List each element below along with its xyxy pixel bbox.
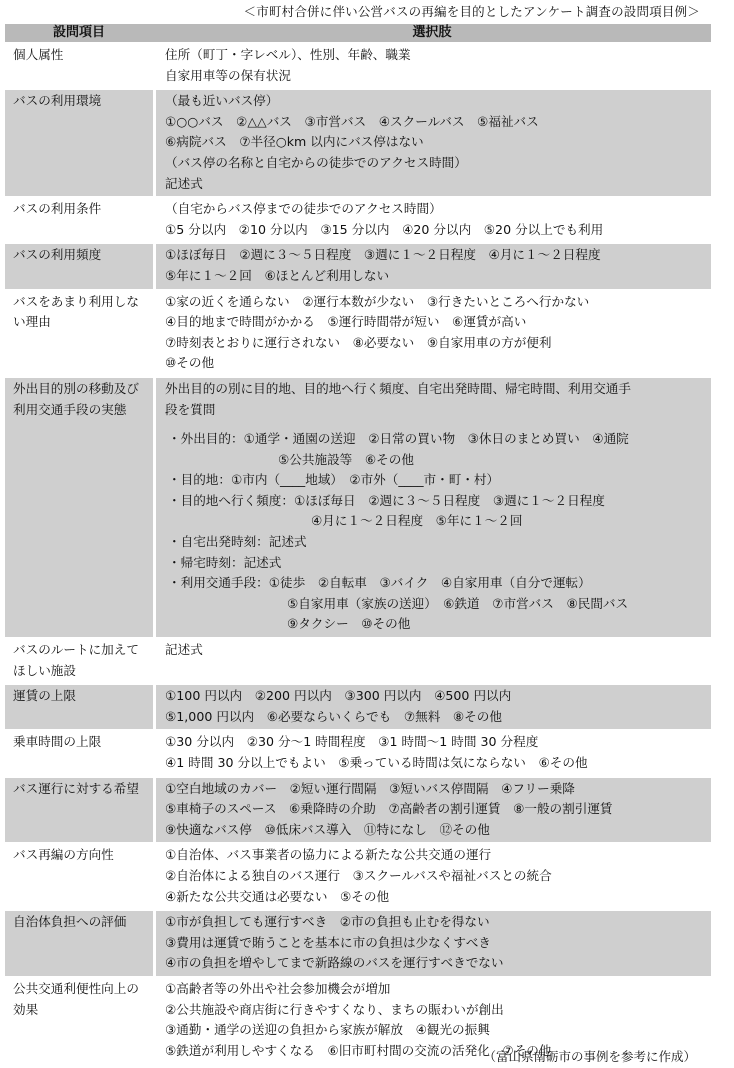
option-line: ①高齢者等の外出や社会参加機会が増加 [165,980,391,996]
option-line: 外出目的の別に目的地、目的地へ行く頻度、自宅出発時間、帰宅時間、利用交通手 [165,380,631,396]
option-line: ⑨快適なバス停 ⑩低床バス導入 ⑪特になし ⑫その他 [165,821,490,837]
item-cell: バスのルートに加えてほしい施設 [5,639,153,683]
item-cell: 公共交通利便性向上の効果 [5,978,153,1063]
table-row [5,244,711,288]
option-line: （バス停の名称と自宅からの徒歩でのアクセス時間） [165,154,467,170]
table-row [5,291,711,376]
options-cell [153,291,711,376]
sub-option-line: ⑨タクシー ⑩その他 [287,616,411,632]
item-cell: バスの利用頻度 [5,244,153,288]
item-cell: バス運行に対する希望 [5,778,153,843]
option-line: ①ほぼ毎日 ②週に３～５日程度 ③週に１～２日程度 ④月に１～２日程度 [165,247,601,263]
item-cell: バスの利用環境 [5,90,153,196]
sub-option-line: ・利用交通手段：①徒歩 ②自転車 ③バイク ④自家用車（自分で運転） [168,575,591,591]
option-line: ①100 円以内 ②200 円以内 ③300 円以内 ④500 円以内 [165,688,512,704]
option-line: ①家の近くを通らない ②運行本数が少ない ③行きたいところへ行かない [165,293,590,309]
item-cell: 乗車時間の上限 [5,731,153,775]
table-caption: ＜市町村合併に伴い公営バスの再編を目的としたアンケート調査の設問項目例＞ [243,4,700,19]
option-line: ④目的地まで時間がかかる ⑤運行時間帯が短い ⑥運賃が高い [165,314,527,330]
option-line: ⑤車椅子のスペース ⑥乗降時の介助 ⑦高齢者の割引運賃 ⑧一般の割引運賃 [165,801,613,817]
option-line: ⑤年に１～２回 ⑥ほとんど利用しない [165,267,390,283]
table-row [5,844,711,909]
option-line: ②公共施設や商店街に行きやすくなり、まちの賑わいが創出 [165,1001,504,1017]
option-line: ⑤1,000 円以内 ⑥必要ならいくらでも ⑦無料 ⑧その他 [165,708,502,724]
option-line: ①市が負担しても運行すべき ②市の負担も止むを得ない [165,914,490,930]
option-line: ④1 時間 30 分以上でもよい ⑤乗っている時間は気にならない ⑥その他 [165,755,588,770]
options-cell [153,198,711,242]
item-cell: 運賃の上限 [5,685,153,729]
options-cell [153,244,711,288]
table-row [5,731,711,775]
sub-option-line: ・帰宅時刻：記述式 [168,554,282,570]
option-line: ⑩その他 [165,355,215,371]
options-cell [153,911,711,976]
survey-items-table [5,22,711,1065]
option-line: ⑤鉄道が利用しやすくなる ⑥旧市町村間の交流の活発化 ⑦その他 [165,1042,552,1058]
item-cell: 個人属性 [5,44,153,88]
options-cell [153,685,711,729]
option-line: ①自治体、バス事業者の協力による新たな公共交通の運行 [165,847,492,863]
table-row [5,911,711,976]
source-note: （富山県南砺市の事例を参考に作成） [483,1049,696,1064]
table-row [5,378,711,637]
table-row [5,685,711,729]
table-row [5,639,711,683]
table-row [5,44,711,88]
header-item: 設問項目 [5,24,153,42]
sub-option-line: ④月に１～２日程度 ⑤年に１～２回 [311,513,523,529]
option-line: ①空白地域のカバー ②短い運行間隔 ③短いバス停間隔 ④フリー乗降 [165,780,575,796]
options-cell [153,731,711,775]
item-cell: 自治体負担への評価 [5,911,153,976]
sub-option-line: ・外出目的：①通学・通園の送迎 ②日常の買い物 ③休日のまとめ買い ④通院 [168,431,629,447]
option-line: （最も近いバス停） [165,93,279,109]
options-cell [153,778,711,843]
item-cell: バスをあまり利用しない理由 [5,291,153,376]
option-line: ①5 分以内 ②10 分以内 ③15 分以内 ④20 分以内 ⑤20 分以上でも利用 [165,221,604,237]
options-cell [153,378,711,637]
option-line: ⑦時刻表とおりに運行されない ⑧必要ない ⑨自家用車の方が便利 [165,334,552,350]
option-line: 記述式 [165,175,203,191]
option-line: ④市の負担を増やしてまで新路線のバスを運行すべきでない [165,955,504,971]
table-header-row [5,24,711,42]
sub-option-line: ⑤公共施設等 ⑥その他 [278,451,414,467]
table-row [5,90,711,196]
spacer [165,420,707,429]
option-line: ③通勤・通学の送迎の負担から家族が解放 ④観光の振興 [165,1022,490,1038]
options-cell [153,639,711,683]
sub-option-line: ・目的地へ行く頻度：①ほぼ毎日 ②週に３～５日程度 ③週に１～２日程度 [168,492,605,508]
option-line: （自宅からバス停までの徒歩でのアクセス時間） [165,201,442,217]
options-cell [153,844,711,909]
header-options: 選択肢 [153,24,711,42]
option-line: 自家用車等の保有状況 [165,67,291,83]
options-cell [153,44,711,88]
option-line: ③費用は運賃で賄うことを基本に市の負担は少なくすべき [165,934,491,950]
option-line: ②自治体による独自のバス運行 ③スクールバスや福祉バスとの統合 [165,867,552,883]
options-cell [153,90,711,196]
option-line: ⑥病院バス ⑦半径○km 以内にバス停はない [165,134,424,150]
item-cell: バス再編の方向性 [5,844,153,909]
item-cell: バスの利用条件 [5,198,153,242]
option-line: ④新たな公共交通は必要ない ⑤その他 [165,888,390,904]
table-row [5,198,711,242]
item-cell: 外出目的別の移動及び利用交通手段の実態 [5,378,153,637]
option-line: ①30 分以内 ②30 分～1 時間程度 ③1 時間～1 時間 30 分程度 [165,734,539,750]
sub-option-line: ・自宅出発時刻：記述式 [168,534,307,550]
option-line: 住所（町丁・字レベル）、性別、年齢、職業 [165,47,411,62]
option-line: 記述式 [165,642,203,658]
sub-option-line: ⑤自家用車（家族の送迎） ⑥鉄道 ⑦市営バス ⑧民間バス [287,595,629,611]
table-row [5,778,711,843]
sub-option-line: ・目的地：①市内（____地域） ②市外（____市・町・村） [168,472,500,488]
option-line: 段を質問 [165,401,216,417]
option-line: ①○○バス ②△△バス ③市営バス ④スクールバス ⑤福祉バス [165,113,539,129]
